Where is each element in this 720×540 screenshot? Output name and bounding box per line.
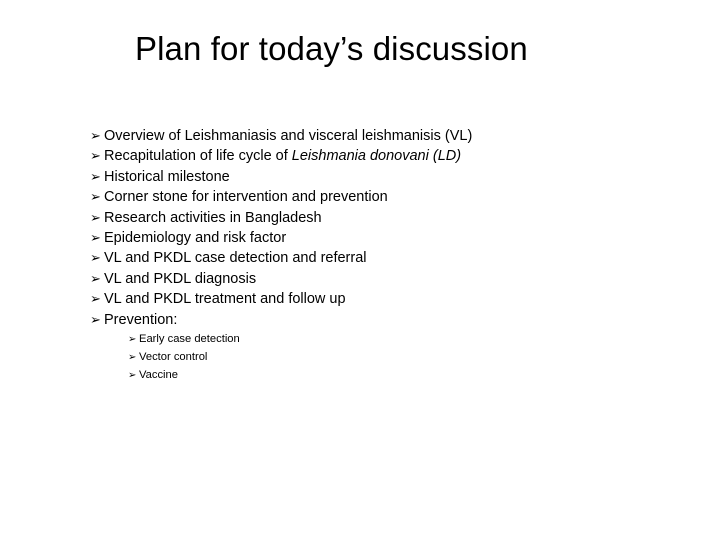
species-name: Leishmania donovani (LD) [291,148,462,165]
list-item [90,269,690,289]
arrowhead-bullet-icon: ➢ [90,209,101,225]
list-item [90,228,690,248]
list-item [90,208,690,228]
list-item [90,289,690,309]
sub-list-item [128,331,690,349]
arrowhead-bullet-icon: ➢ [90,250,101,266]
arrowhead-bullet-icon: ➢ [90,311,101,327]
prevention-sub-list [128,331,690,384]
arrowhead-bullet-icon: ➢ [90,230,101,246]
slide-title: Plan for today’s discussion [135,30,528,67]
list-item-text [104,146,461,166]
arrowhead-bullet-icon: ➢ [90,168,101,184]
arrowhead-bullet-icon: ➢ [90,270,101,286]
list-item-text: Overview of Leishmaniasis and visceral leishmanisis (VL) [104,128,473,144]
list-item-text: Prevention: [104,311,178,328]
list-item-text: VL and PKDL case detection and referral [104,250,367,267]
sub-list-item-text: Vector control [139,350,208,363]
list-item-text: Corner stone for intervention and prevention [104,189,388,206]
list-item [90,126,690,146]
list-item-text: Research activities in Bangladesh [104,209,322,226]
arrowhead-bullet-icon: ➢ [90,128,101,143]
sub-list-container [90,331,690,384]
list-item [90,187,690,207]
sub-list-item-text: Early case detection [139,333,240,346]
arrowhead-bullet-icon: ➢ [90,291,101,307]
sub-list-item [128,349,690,367]
list-item [90,310,690,330]
list-item-text: Epidemiology and risk factor [104,230,287,247]
agenda-list [90,126,690,384]
list-item-text: VL and PKDL treatment and follow up [104,291,346,308]
list-item [90,167,690,187]
list-item [90,248,690,268]
sub-list-item-text: Vaccine [139,368,178,381]
arrowhead-bullet-icon: ➢ [128,369,137,381]
arrowhead-bullet-icon: ➢ [90,189,101,205]
arrowhead-bullet-icon: ➢ [128,334,137,346]
sub-list-item [128,367,690,385]
list-item [90,146,690,166]
arrowhead-bullet-icon: ➢ [90,148,101,164]
list-item-text: Historical milestone [104,168,230,185]
list-item-text-plain: Recapitulation of life cycle of [104,148,292,165]
arrowhead-bullet-icon: ➢ [128,351,137,363]
list-item-text: VL and PKDL diagnosis [104,270,257,287]
